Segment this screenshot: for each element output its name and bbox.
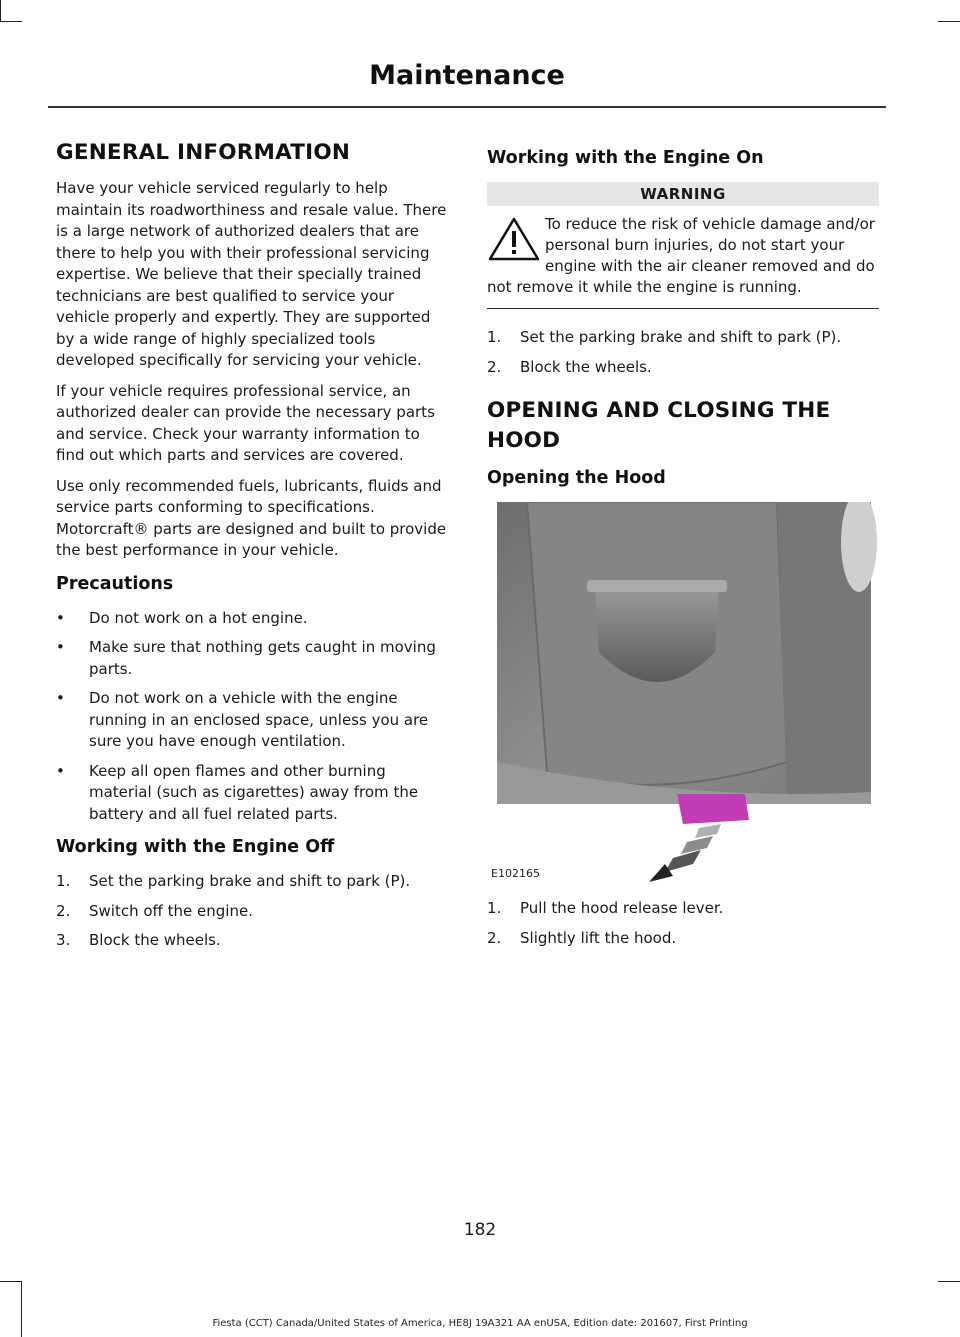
page-number: 182 bbox=[463, 1220, 497, 1240]
bullet-icon: • bbox=[56, 761, 65, 780]
step-number: 2. bbox=[487, 928, 502, 947]
list-item bbox=[487, 327, 879, 349]
step-text: Set the parking brake and shift to park (P). bbox=[89, 872, 411, 890]
subsection-title-precautions: Precautions bbox=[56, 573, 174, 594]
figure-code: E102165 bbox=[491, 867, 540, 880]
subsection-title-engine-off: Working with the Engine Off bbox=[56, 837, 335, 857]
warning-text: To reduce the risk of vehicle damage and/or personal burn injuries, do not start your engine with the air cleaner removed and do not remove it while the engine is running. bbox=[487, 215, 875, 296]
list-item-text: Do not work on a vehicle with the engine running in an enclosed space, unless you are sure you have enough ventilation. bbox=[89, 689, 429, 750]
list-item bbox=[56, 761, 448, 826]
left-column bbox=[56, 138, 448, 962]
list-item bbox=[56, 930, 448, 952]
list-item bbox=[56, 637, 448, 680]
hood-release-illustration bbox=[487, 502, 879, 884]
list-item-text: Do not work on a hot engine. bbox=[89, 608, 308, 627]
list-item-text: Keep all open flames and other burning material (such as cigarettes) away from the battery and all fuel related parts. bbox=[89, 761, 419, 823]
step-text: Pull the hood release lever. bbox=[520, 899, 724, 917]
precautions-list bbox=[56, 608, 448, 826]
engine-off-steps bbox=[56, 871, 448, 952]
list-item bbox=[56, 688, 448, 753]
step-text: Set the parking brake and shift to park (P). bbox=[520, 328, 842, 346]
list-item bbox=[56, 608, 448, 630]
list-item bbox=[487, 898, 879, 920]
engine-on-steps bbox=[487, 327, 879, 378]
step-number: 1. bbox=[487, 328, 502, 346]
header-rule bbox=[48, 106, 886, 108]
page-header: Maintenance bbox=[369, 60, 565, 91]
step-text: Slightly lift the hood. bbox=[520, 928, 677, 947]
list-item-text: Make sure that nothing gets caught in moving parts. bbox=[89, 638, 436, 678]
step-text: Block the wheels. bbox=[89, 931, 221, 949]
subsection-title-engine-on: Working with the Engine On bbox=[487, 148, 764, 168]
step-number: 3. bbox=[56, 931, 71, 949]
warning-body bbox=[487, 214, 879, 298]
step-text: Switch off the engine. bbox=[89, 901, 253, 920]
list-item bbox=[487, 928, 879, 950]
bullet-icon: • bbox=[56, 689, 65, 707]
step-text: Block the wheels. bbox=[520, 357, 652, 376]
section-title-hood: OPENING AND CLOSING THE bbox=[487, 398, 831, 423]
step-number: 2. bbox=[56, 901, 71, 920]
step-number: 2. bbox=[487, 357, 502, 376]
paragraph: Use only recommended fuels, lubricants, fluids and service parts conforming to specifications. Motorcraft® parts are designed and built to provide the best performance in your vehicle. bbox=[56, 476, 447, 559]
opening-steps bbox=[487, 898, 879, 949]
step-number: 1. bbox=[487, 899, 502, 917]
section-title-hood-line2: HOOD bbox=[487, 428, 561, 453]
bullet-icon: • bbox=[56, 638, 65, 656]
list-item bbox=[56, 901, 448, 923]
crop-mark bbox=[0, 21, 22, 22]
paragraph: Have your vehicle serviced regularly to help maintain its roadworthiness and resale value. There is a large network of authorized dealers that are there to help you with their professional servicing expertise. We believe that their specially trained technicians are best qualified to service your vehicle properly and expertly. They are supported by a wide range of highly specialized tools developed specifically for servicing your vehicle. bbox=[56, 179, 447, 369]
list-item bbox=[56, 871, 448, 893]
warning-triangle-icon bbox=[487, 216, 541, 262]
step-number: 1. bbox=[56, 872, 71, 890]
right-column bbox=[487, 138, 879, 959]
warning-label: WARNING bbox=[487, 182, 879, 206]
crop-mark bbox=[938, 1281, 960, 1282]
bullet-icon: • bbox=[56, 608, 65, 627]
crop-mark bbox=[938, 21, 960, 22]
subsection-title-opening-hood: Opening the Hood bbox=[487, 468, 666, 488]
list-item bbox=[487, 357, 879, 379]
warning-box bbox=[487, 182, 879, 309]
footer: Fiesta (CCT) Canada/United States of America, HE8J 19A321 AA enUSA, Edition date: 201607, First Printing bbox=[212, 1318, 748, 1329]
crop-mark bbox=[0, 1281, 22, 1282]
crop-mark bbox=[0, 0, 1, 22]
paragraph: If your vehicle requires professional service, an authorized dealer can provide the necessary parts and service. Check your warranty information to find out which parts and services are covered. bbox=[56, 381, 435, 464]
hood-release-figure bbox=[487, 502, 879, 884]
section-title-general-information: GENERAL INFORMATION bbox=[56, 140, 351, 165]
